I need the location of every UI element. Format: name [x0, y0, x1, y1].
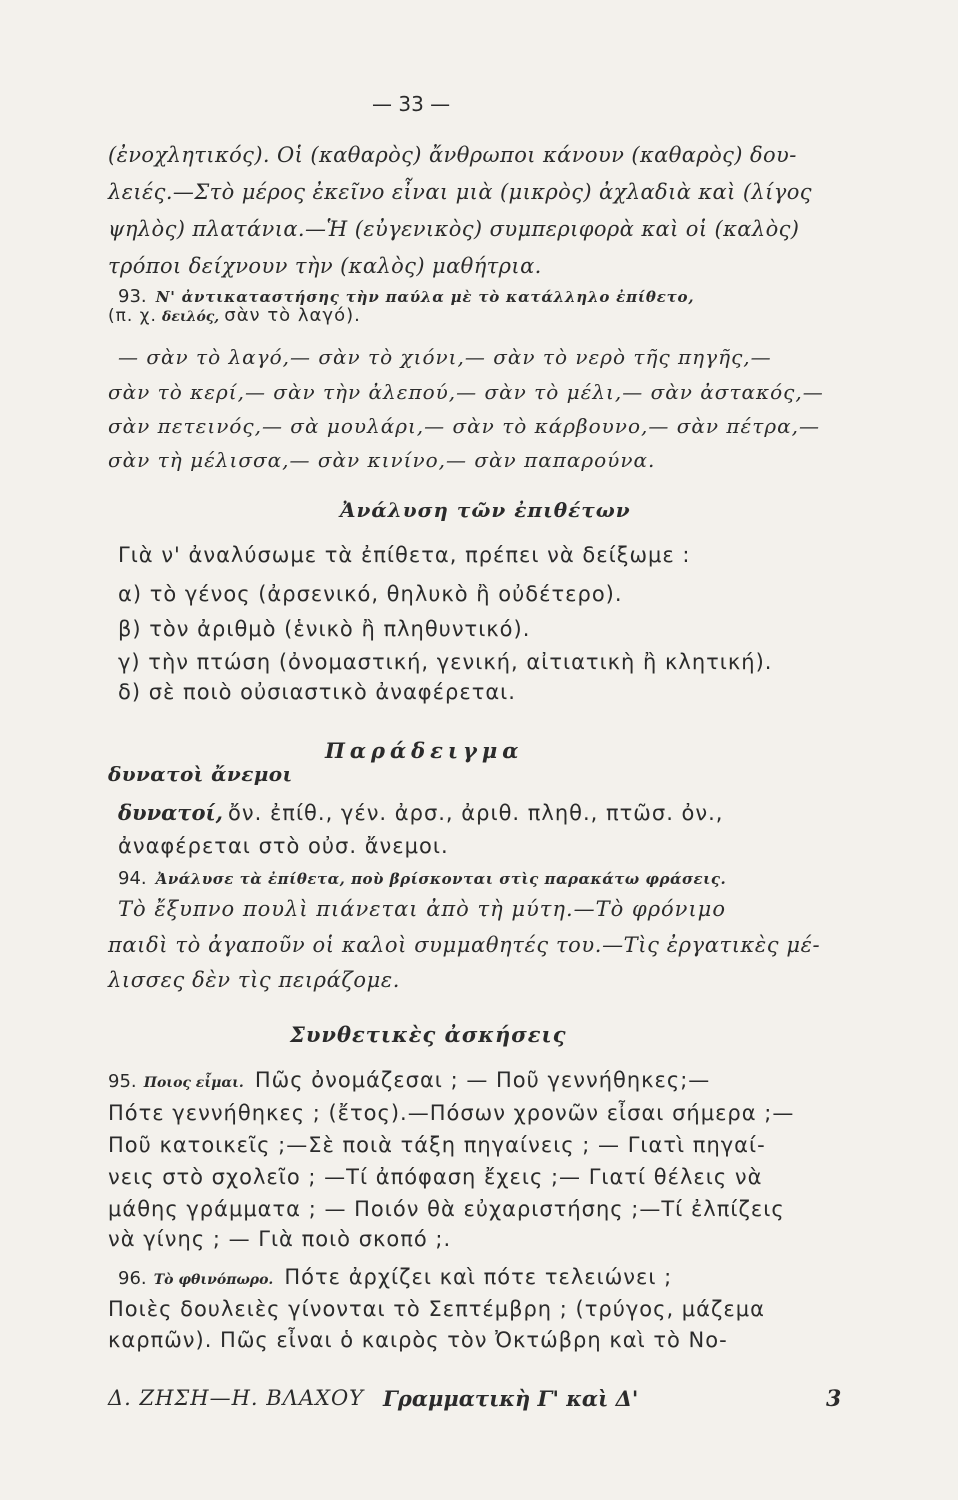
exercise-text: Πῶς ὀνομάζεσαι ; — Ποῦ γεννήθηκες;—	[254, 1068, 711, 1092]
ex93-line: σὰν πετεινός,— σὰ μουλάρι,— σὰν τὸ κάρβουνο,— σὰν πέτρα,—	[108, 414, 820, 438]
example-prefix: (π. χ.	[108, 306, 157, 326]
ex94-line: παιδὶ τὸ ἀγαποῦν οἱ καλοὶ συμμαθητές του.—Τὶς ἐργατικὲς μέ-	[108, 933, 821, 957]
exercise-instruction: Ἀνάλυσε τὰ ἐπίθετα, ποὺ βρίσκονται στὶς παρακάτω φράσεις.	[155, 870, 727, 888]
para1-line: (ἐνοχλητικός). Οἱ (καθαρὸς) ἄνθρωποι κάνουν (καθαρὸς) δου-	[108, 143, 797, 167]
ex94-line: Τὸ ἔξυπνο πουλὶ πιάνεται ἀπὸ τὴ μύτη.—Τὸ φρόνιμο	[118, 897, 726, 921]
exercise-label: Ποιος εἶμαι.	[143, 1075, 244, 1091]
exercise-text: Πότε ἀρχίζει καὶ πότε τελειώνει ;	[284, 1265, 673, 1289]
ex93-line: σὰν τὴ μέλισσα,— σὰν κινίνο,— σὰν παπαρούνα.	[108, 448, 656, 472]
analysis-intro: Γιὰ ν' ἀναλύσωμε τὰ ἐπίθετα, πρέπει νὰ δείξωμε :	[118, 543, 691, 567]
ex96-line: Ποιὲς δουλειὲς γίνονται τὸ Σεπτέμβρη ; (τρύγος, μάζεμα	[108, 1297, 765, 1321]
analysis-item: δ) σὲ ποιὸ οὐσιαστικὸ ἀναφέρεται.	[118, 680, 516, 704]
ex95-line: νεις στὸ σχολεῖο ; —Τί ἀπόφαση ἔχεις ;— Γιατί θέλεις νὰ	[108, 1165, 763, 1189]
footer-signature-mark: 3	[826, 1386, 842, 1412]
example-analysis	[118, 800, 723, 825]
analysis-item: α) τὸ γένος (ἀρσενικό, θηλυκὸ ἢ οὐδέτερο).	[118, 582, 623, 606]
ex94-line: λισσες δὲν τὶς πειράζομε.	[108, 968, 401, 992]
footer-book-title: Γραμματικὴ Γ' καὶ Δ'	[383, 1386, 639, 1411]
exercise-95-first-line	[108, 1068, 710, 1092]
example-word: δειλός,	[162, 309, 220, 325]
example-rest: σὰν τὸ λαγό).	[224, 305, 361, 326]
example-analysis-text: ὄν. ἐπίθ., γέν. ἀρσ., ἀριθ. πληθ., πτῶσ. ὀν.,	[228, 801, 724, 825]
ex93-line: σὰν τὸ κερί,— σὰν τὴν ἀλεπού,— σὰν τὸ μέλι,— σὰν ἀστακός,—	[108, 380, 824, 404]
exercise-number: 95.	[108, 1071, 137, 1092]
analysis-item: γ) τὴν πτώση (ὀνομαστική, γενική, αἰτιατικὴ ἢ κλητική).	[118, 650, 773, 674]
synthetic-heading: Συνθετικὲς ἀσκήσεις	[290, 1022, 567, 1047]
para1-line: λειές.—Στὸ μέρος ἐκεῖνο εἶναι μιὰ (μικρὸς) ἀχλαδιὰ καὶ (λίγος	[108, 180, 812, 204]
ex95-line: Πότε γεννήθηκες ; (ἔτος).—Πόσων χρονῶν εἶσαι σήμερα ;—	[108, 1101, 795, 1125]
example-phrase: δυνατοὶ ἄνεμοι	[108, 762, 293, 786]
example-analysis-line: ἀναφέρεται στὸ οὐσ. ἄνεμοι.	[118, 834, 449, 858]
footer-authors: Δ. ΖΗΣΗ—Η. ΒΛΑΧΟΥ	[108, 1386, 365, 1410]
exercise-94-header	[118, 868, 726, 889]
analysis-heading: Ἀνάλυση τῶν ἐπιθέτων	[340, 498, 631, 522]
ex95-line: Ποῦ κατοικεῖς ;—Σὲ ποιὰ τάξη πηγαίνεις ; — Γιατὶ πηγαί-	[108, 1133, 766, 1157]
example-word: δυνατοί,	[118, 800, 223, 825]
ex96-line: καρπῶν). Πῶς εἶναι ὁ καιρὸς τὸν Ὀκτώβρη καὶ τὸ Νο-	[108, 1328, 728, 1352]
exercise-label: Τὸ φθινόπωρο.	[153, 1272, 274, 1288]
exercise-93-example	[108, 305, 361, 326]
analysis-item: β) τὸν ἀριθμὸ (ἑνικὸ ἢ πληθυντικό).	[118, 617, 531, 641]
ex95-line: μάθης γράμματα ; — Ποιόν θὰ εὐχαριστήσης ;—Τί ἐλπίζεις	[108, 1197, 785, 1221]
exercise-number: 96.	[118, 1268, 147, 1289]
exercise-93-header	[118, 286, 694, 307]
ex93-line: — σὰν τὸ λαγό,— σὰν τὸ χιόνι,— σὰν τὸ νερὸ τῆς πηγῆς,—	[118, 345, 772, 369]
exercise-96-first-line	[118, 1265, 672, 1289]
ex95-line: νὰ γίνης ; — Γιὰ ποιὸ σκοπό ;.	[108, 1227, 452, 1251]
exercise-number: 93.	[118, 286, 147, 307]
exercise-instruction: Ν' ἀντικαταστήσης τὴν παύλα μὲ τὸ κατάλληλο ἐπίθετο,	[155, 288, 695, 306]
example-heading: Παράδειγμα	[325, 738, 524, 763]
exercise-number: 94.	[118, 868, 147, 889]
para1-line: τρόποι δείχνουν τὴν (καλὸς) μαθήτρια.	[108, 254, 542, 278]
para1-line: ψηλὸς) πλατάνια.—Ἡ (εὐγενικὸς) συμπεριφορὰ καὶ οἱ (καλὸς)	[108, 217, 800, 241]
page-number: — 33 —	[372, 92, 451, 116]
